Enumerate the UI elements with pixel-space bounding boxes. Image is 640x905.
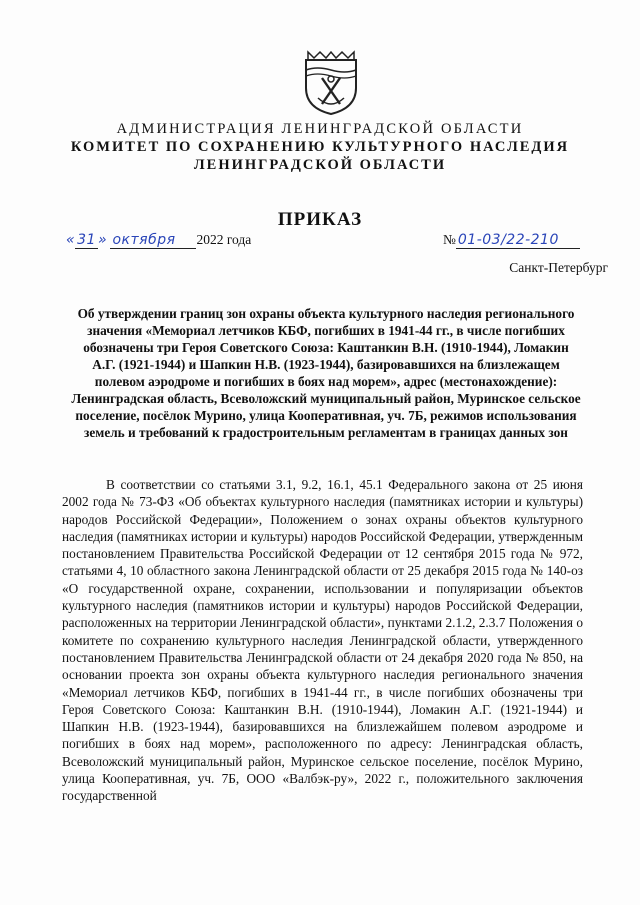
date-day: 31 [77, 232, 96, 248]
number-value: 01-03/22-210 [456, 232, 580, 249]
document-subject: Об утверждении границ зон охраны объекта культурного наследия регионального значения «Мемориал летчиков КБФ, погибших в 1941-44 гг., в числе погибших обозначены три Героя Советского Союза: Каштанкин В.Н. (1910-1944), Ломакин А.Г. (1921-1944) и Шапкин Н.В. (1923-1944), базировавшихся на близлежащем полевом аэродроме и погибших в боях над морем», адрес (местонахождение): Ленинградская область, Всеволожский муниципальный район, Муринское сельское поселение, посёлок Мурино, улица Кооперативная, уч. 7Б, режимов использования земель и требований к градостроительным регламентам в границах данных зон [71, 306, 581, 440]
document-date [66, 232, 251, 249]
org-line-committee: КОМИТЕТ ПО СОХРАНЕНИЮ КУЛЬТУРНОГО НАСЛЕДИЯ [70, 139, 570, 155]
document-city: Санкт-Петербург [509, 260, 608, 275]
date-year: 2022 года [196, 232, 252, 247]
date-close-quote: » [97, 232, 108, 248]
org-line-region: ЛЕНИНГРАДСКОЙ ОБЛАСТИ [193, 157, 447, 173]
number-prefix: № [443, 232, 456, 247]
date-open-quote: « [66, 232, 76, 248]
coat-of-arms-icon [302, 48, 360, 116]
date-month: октября [110, 232, 196, 249]
document-title: ПРИКАЗ [277, 209, 363, 230]
document-number [443, 232, 580, 249]
org-line-administration: АДМИНИСТРАЦИЯ ЛЕНИНГРАДСКОЙ ОБЛАСТИ [116, 121, 524, 137]
document-body: В соответствии со статьями 3.1, 9.2, 16.1, 45.1 Федерального закона от 25 июня 2002 года № 73-ФЗ «Об объектах культурного наследия (памятниках истории и культуры) народов Российской Федерации», Положением о зонах охраны объектов культурного наследия (памятниках истории и культуры) народов Российской Федерации, утвержденным постановлением Правительства Российской Федерации от 12 сентября 2015 года № 972, статьями 4, 10 областного закона Ленинградской области от 25 декабря 2015 года № 140-оз «О государственной охране, сохранении, использовании и популяризации объектов культурного наследия (памятников истории и культуры) народов Российской Федерации, расположенных на территории Ленинградской области», пунктами 2.1.2, 2.3.7 Положения о комитете по сохранению культурного наследия Ленинградской области, утвержденного постановлением Правительства Ленинградской области от 24 декабря 2020 года № 850, на основании проекта зон охраны объекта культурного наследия регионального значения «Мемориал летчиков КБФ, погибших в 1941-44 гг., в числе погибших обозначены три Героя Советского Союза: Каштанкин В.Н. (1910-1944), Ломакин А.Г. (1921-1944) и Шапкин Н.В. (1923-1944), базировавшихся на близлежайшем полевом аэродроме и погибших в боях над морем», расположенного по адресу: Ленинградская область, Всеволожский муниципальный район, Муринское сельское поселение, посёлок Мурино, улица Кооперативная, уч. 7Б, ООО «Валбэк-ру», 2022 г., положительного заключения государственной [62, 477, 583, 804]
